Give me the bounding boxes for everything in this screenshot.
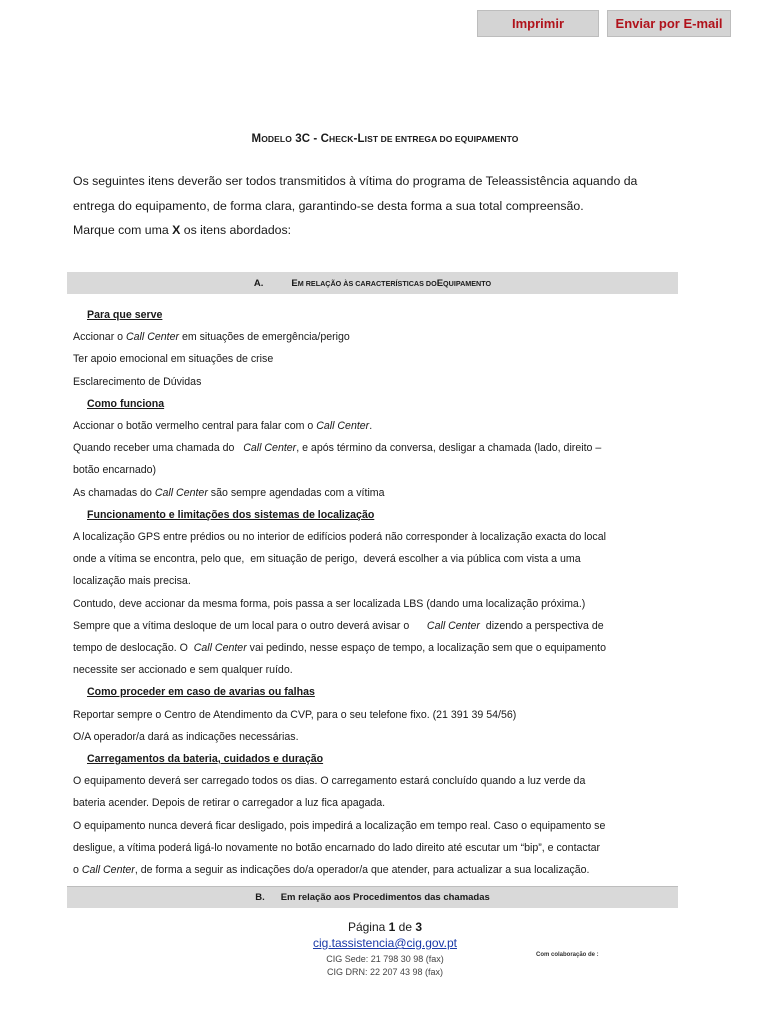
page-number: Página 1 de 3 [347,920,423,934]
mark-x: X [172,223,181,237]
subheading-bateria: Carregamentos da bateria, cuidados e duração [87,753,324,766]
checklist-item: Quando receber uma chamada do Call Center, e após término da conversa, desligar a chamada (lado, direito – [73,442,602,455]
footer-drn-fax: CIG DRN: 22 207 43 98 (fax) [326,967,444,977]
checklist-item: As chamadas do Call Center são sempre agendadas com a vítima [73,486,385,499]
checklist-item: Esclarecimento de Dúvidas [73,375,202,388]
print-button[interactable]: Imprimir [477,10,599,37]
checklist-item: Accionar o botão vermelho central para falar com o Call Center. [73,420,373,433]
checklist-item: Sempre que a vítima desloque de um local para o outro deverá avisar o Call Center dizendo a perspectiva de [73,619,604,632]
checklist-item: Reportar sempre o Centro de Atendimento da CVP, para o seu telefone fixo. (21 391 39 54/56) [73,708,517,721]
checklist-item: bateria acender. Depois de retirar o carregador a luz fica apagada. [73,797,386,810]
checklist-item: o Call Center, de forma a seguir as indicações do/a operador/a que atender, para actualizar a sua localização. [73,864,590,877]
section-b-header: B. Em relação aos Procedimentos das chamadas [67,886,678,908]
intro-paragraph [73,169,693,243]
section-a-content [73,304,693,881]
checklist-item: necessite ser accionado e sem qualquer ruído. [73,664,293,677]
checklist-item: botão encarnado) [73,464,157,477]
intro-line: Marque com uma X os itens abordados: [73,223,292,237]
subheading-como-funciona: Como funciona [87,397,165,410]
subheading-localizacao: Funcionamento e limitações dos sistemas de localização [87,508,375,521]
subheading-para-que-serve: Para que serve [87,309,163,321]
checklist-item: A localização GPS entre prédios ou no interior de edifícios poderá não corresponder à localização exacta do local [73,531,606,544]
checklist-item: O/A operador/a dará as indicações necessárias. [73,730,299,743]
section-a-header: A. E M RELAÇÃO ÀS CARACTERÍSTICAS DO E QUIPAMENTO [67,272,678,294]
checklist-item: Accionar o Call Center em situações de emergência/perigo [73,331,350,344]
checklist-item: Ter apoio emocional em situações de crise [73,353,274,366]
checklist-item: desligue, a vítima poderá ligá-lo novamente no botão encarnado do lado direito até escutar um “bip”, e contactar [73,841,601,854]
checklist-item: localização mais precisa. [73,575,191,588]
checklist-item: Contudo, deve accionar da mesma forma, pois passa a ser localizada LBS (dando uma localização próxima.) [73,597,586,610]
collaboration-label: Com colaboração de : [536,952,599,958]
subheading-avarias: Como proceder em caso de avarias ou falhas [87,686,315,699]
email-button[interactable]: Enviar por E-mail [607,10,731,37]
checklist-item: onde a vítima se encontra, pelo que, em situação de perigo, deverá escolher a via pública com vista a uma [73,553,581,566]
document-title: MODELO 3C - CHECK-LIST DE ENTREGA DO EQUIPAMENTO [251,133,519,145]
checklist-item: O equipamento nunca deverá ficar desligado, pois impedirá a localização em tempo real. Caso o equipamento se [73,819,606,832]
footer-email-link[interactable]: cig.tassistencia@cig.gov.pt [312,936,458,950]
footer-sede-fax: CIG Sede: 21 798 30 98 (fax) [326,954,444,964]
checklist-item: O equipamento deverá ser carregado todos os dias. O carregamento estará concluído quando a luz verde da [73,775,586,788]
intro-line: entrega do equipamento, de forma clara, garantindo-se desta forma a sua total compreensão. [73,198,584,213]
checklist-item: tempo de deslocação. O Call Center vai pedindo, nesse espaço de tempo, a localização sem que o equipamento [73,642,606,655]
intro-line: Os seguintes itens deverão ser todos transmitidos à vítima do programa de Teleassistência aquando da [73,174,638,188]
